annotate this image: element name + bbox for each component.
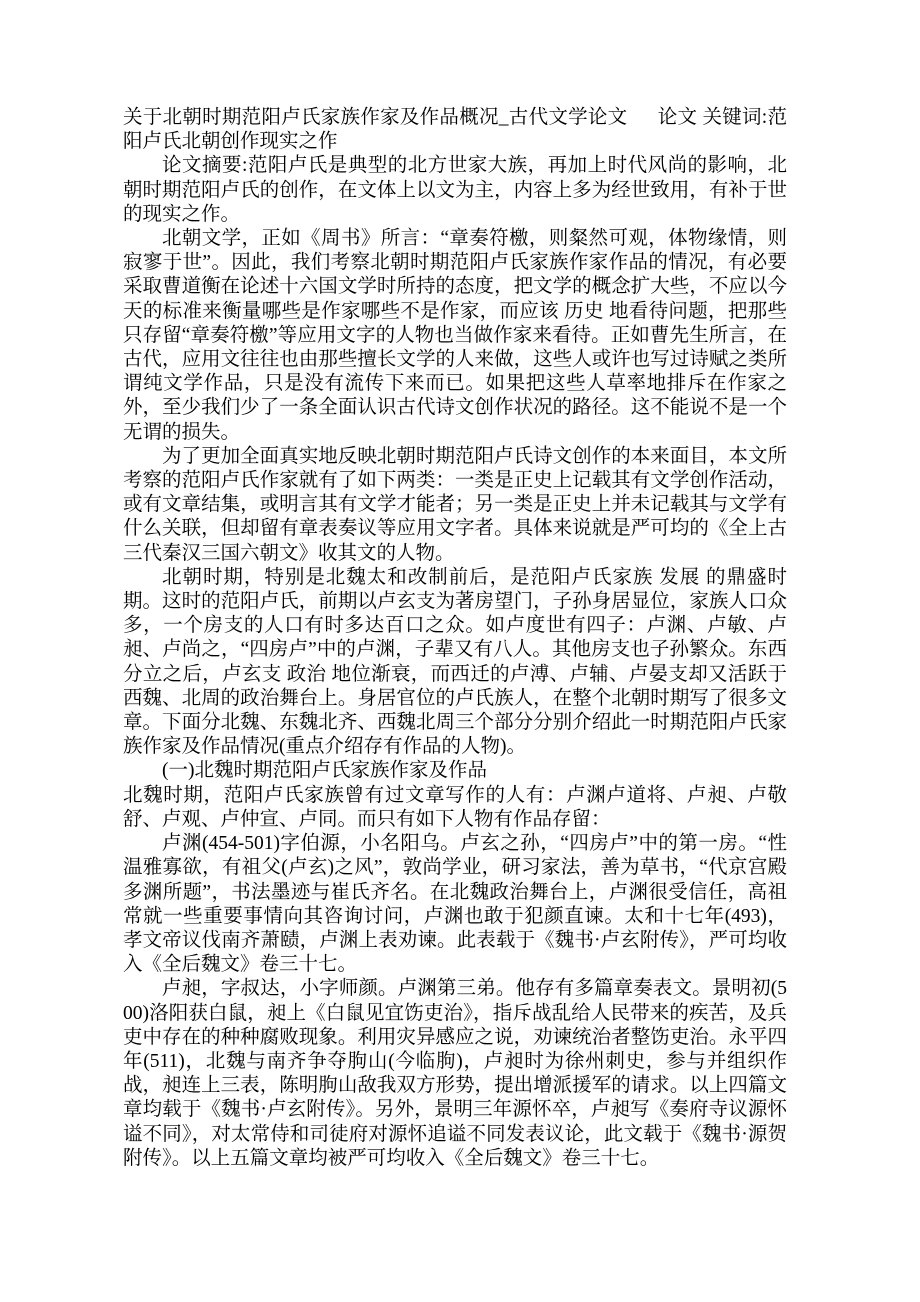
document-title: 关于北朝时期范阳卢氏家族作家及作品概况_古代文学论文 [123,107,628,128]
intro-paragraph: 北朝文学，正如《周书》所言：“章奏符檄，则粲然可观，体物缘情，则寂寥于世”。因此，我们考察北朝时期范阳卢氏家族作家作品的情况，有必要采取曹道衡在论述十六国文学时所持的态度，把文学的概念扩大些，不应以今天的标准来衡量哪些是作家哪些不是作家，而应该 历史 地看待问题，把那些只存留“章奏符檄”等应用文字的人物也当做作家来看待。正如曹先生所言，在古代，应用文往往也由那些擅长文学的人来做，这些人或许也写过诗赋之类所谓纯文学作品，只是没有流传下来而已。如果把这些人草率地排斥在作家之外，至少我们少了一条全面认识古代诗文创作状况的路径。这不能说不是一个无谓的损失。 [123,228,787,443]
title-gap [627,122,657,123]
document-page [123,106,787,1171]
title-line [123,106,787,154]
section-one-heading: (一)北魏时期范阳卢氏家族作家及作品 [162,760,487,782]
writers-list-paragraph: 北魏时期，范阳卢氏家族曾有过文章写作的人有：卢渊卢道将、卢昶、卢敬舒、卢观、卢仲宣、卢同。而只有如下人物有作品存留： [123,784,787,830]
clan-prosperity-paragraph: 北朝时期，特别是北魏太和改制前后，是范阳卢氏家族 发展 的鼎盛时期。这时的范阳卢氏，前期以卢玄支为著房望门，子孙身居显位，家族人口众多，一个房支的人口有时多达百口之众。如卢度世有四子：卢渊、卢敏、卢昶、卢尚之，“四房卢”中的卢渊，子辈又有八人。其他房支也子孙繁众。东西分立之后，卢玄支 政治 地位渐衰，而西迁的卢溥、卢辅、卢晏支却又活跃于西魏、北周的政治舞台上。身居官位的卢氏族人，在整个北朝时期写了很多文章。下面分北魏、东魏北齐、西魏北周三个部分分别介绍此一时期范阳卢氏家族作家及作品情况(重点介绍存有作品的人物)。 [123,566,787,758]
lu-yuan-paragraph: 卢渊(454-501)字伯源，小名阳乌。卢玄之孙，“四房卢”中的第一房。“性温雅寡欲，有祖父(卢玄)之风”，敦尚学业，研习家法，善为草书，“代京宫殿多渊所题”，书法墨迹与崔氏齐名。在北魏政治舞台上，卢渊很受信任，高祖常就一些重要事情向其咨询讨问，卢渊也敢于犯颜直谏。太和十七年(493)，孝文帝议伐南齐萧赜，卢渊上表劝谏。此表载于《魏书·卢玄附传》，严可均收入《全后魏文》卷三十七。 [123,833,787,976]
keywords-value: 范阳卢氏北朝创作现实之作 [123,107,787,153]
keywords-label: 论文 关键词: [657,107,768,128]
abstract-paragraph: 论文摘要:范阳卢氏是典型的北方世家大族，再加上时代风尚的影响，北朝时期范阳卢氏的创作，在文体上以文为主，内容上多为经世致用，有补于世的现实之作。 [123,155,787,225]
two-categories-paragraph: 为了更加全面真实地反映北朝时期范阳卢氏诗文创作的本来面目，本文所考察的范阳卢氏作家就有了如下两类：一类是正史上记载其有文学创作活动，或有文章结集，或明言其有文学才能者；另一类是正史上并未记载其与文学有什么关联，但却留有章表奏议等应用文字者。具体来说就是严可均的《全上古三代秦汉三国六朝文》收其文的人物。 [123,445,787,564]
lu-chang-paragraph: 卢昶，字叔达，小字师颜。卢渊第三弟。他存有多篇章奏表文。景明初(500)洛阳获白鼠，昶上《白鼠见宜饬吏治》，指斥战乱给人民带来的疾苦，及兵吏中存在的种种腐败现象。利用灾异感应之说，劝谏统治者整饬吏治。永平四年(511)，北魏与南齐争夺朐山(今临朐)，卢昶时为徐州刺史，参与并组织作战，昶连上三表，陈明朐山敌我双方形势，提出增派援军的请求。以上四篇文章均载于《魏书·卢玄附传》。另外，景明三年源怀卒，卢昶写《奏府寺议源怀谥不同》，对太常侍和司徒府对源怀追谥不同发表议论，此文载于《魏书·源贺附传》。以上五篇文章均被严可均收入《全后魏文》卷三十七。 [123,978,787,1169]
